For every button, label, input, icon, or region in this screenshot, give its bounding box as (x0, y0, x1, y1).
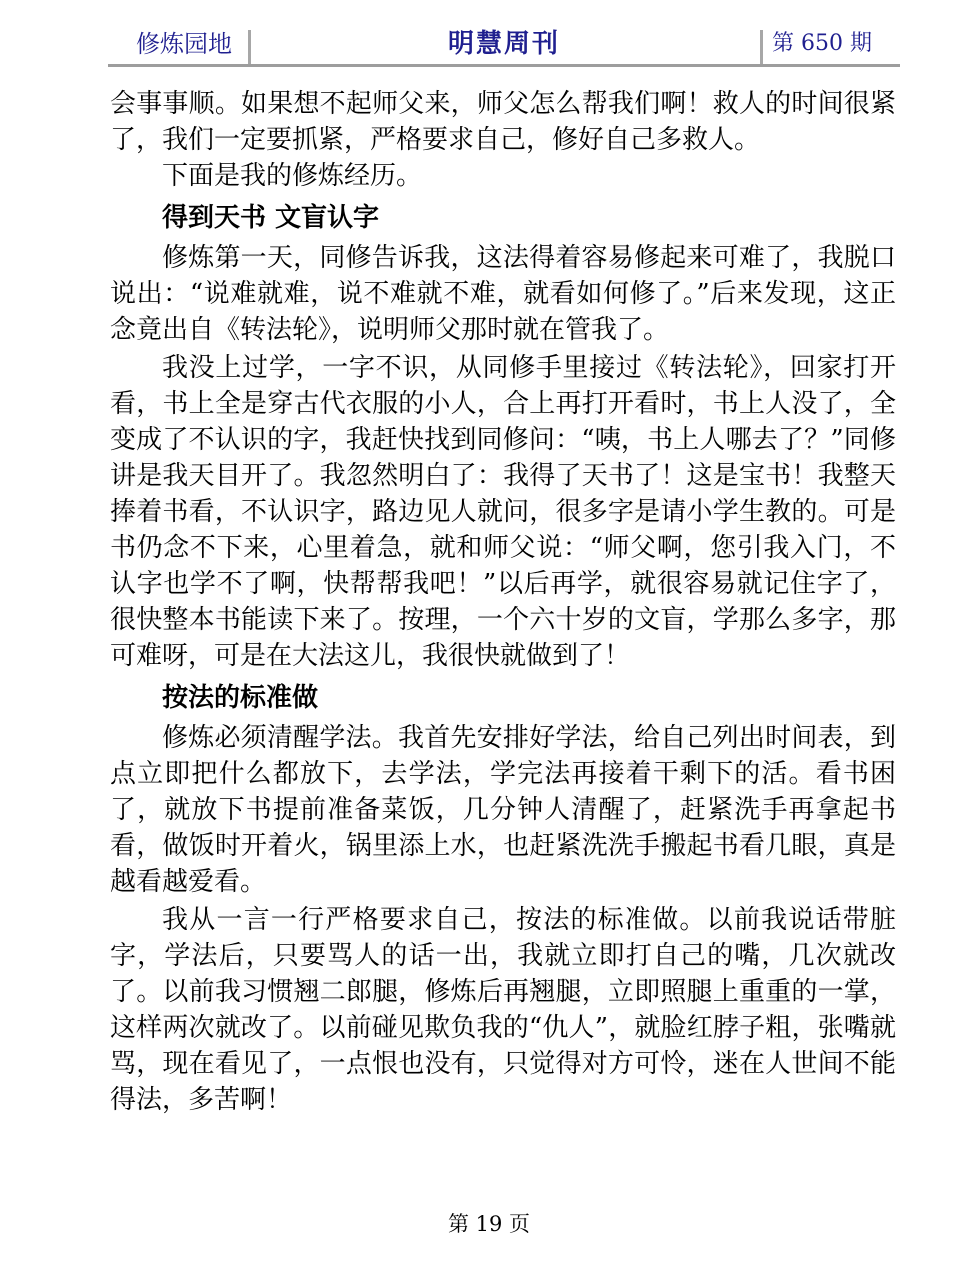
paragraph-5: 修炼必须清醒学法。我首先安排好学法，给自己列出时间表，到点立即把什么都放下，去学法，学完法再接着干剩下的活。看书困了，就放下书提前准备菜饭，几分钟人清醒了，赶紧洗手再拿起书看，做饭时开着火，锅里添上水，也赶紧洗洗手搬起书看几眼，真是越看越爱看。 (110, 723, 896, 897)
paragraph-2: 下面是我的修炼经历。 (162, 161, 423, 191)
section-heading-1: 得到天书 文盲认字 (162, 203, 380, 233)
paragraph-3: 修炼第一天，同修告诉我，这法得着容易修起来可难了，我脱口说出：“说难就难，说不难就不难，就看如何修了。”后来发现，这正念竟出自《转法轮》，说明师父那时就在管我了。 (110, 243, 896, 345)
publication-title: 明慧周刊 (447, 29, 560, 59)
section-name: 修炼园地 (136, 30, 232, 58)
header-divider-right (760, 30, 763, 64)
header-rule (108, 64, 900, 67)
paragraph-1: 会事事顺。如果想不起师父来，师父怎么帮我们啊！救人的时间很紧了，我们一定要抓紧，严格要求自己，修好自己多救人。 (110, 89, 896, 155)
issue-number: 第 650 期 (772, 31, 872, 56)
page-header (108, 24, 900, 66)
page-number: 第 19 页 (447, 1212, 531, 1236)
paragraph-6: 我从一言一行严格要求自己，按法的标准做。以前我说话带脏字，学法后，只要骂人的话一出，我就立即打自己的嘴，几次就改了。以前我习惯翘二郎腿，修炼后再翘腿，立即照腿上重重的一掌，这样两次就改了。以前碰见欺负我的“仇人”，就脸红脖子粗，张嘴就骂，现在看见了，一点恨也没有，只觉得对方可怜，迷在人世间不能得法，多苦啊！ (110, 905, 896, 1115)
section-heading-2: 按法的标准做 (162, 683, 319, 713)
paragraph-4: 我没上过学，一字不识，从同修手里接过《转法轮》，回家打开看，书上全是穿古代衣服的小人，合上再打开看时，书上人没了，全变成了不认识的字，我赶快找到同修问：“咦，书上人哪去了？”同修讲是我天目开了。我忽然明白了：我得了天书了！这是宝书！我整天捧着书看，不认识字，路边见人就问，很多字是请小学生教的。可是书仍念不下来，心里着急，就和师父说：“师父啊，您引我入门，不认字也学不了啊，快帮帮我吧！”以后再学，就很容易就记住字了，很快整本书能读下来了。按理，一个六十岁的文盲，学那么多字，那可难呀，可是在大法这儿，我很快就做到了！ (110, 353, 896, 671)
article-body (110, 86, 896, 1118)
